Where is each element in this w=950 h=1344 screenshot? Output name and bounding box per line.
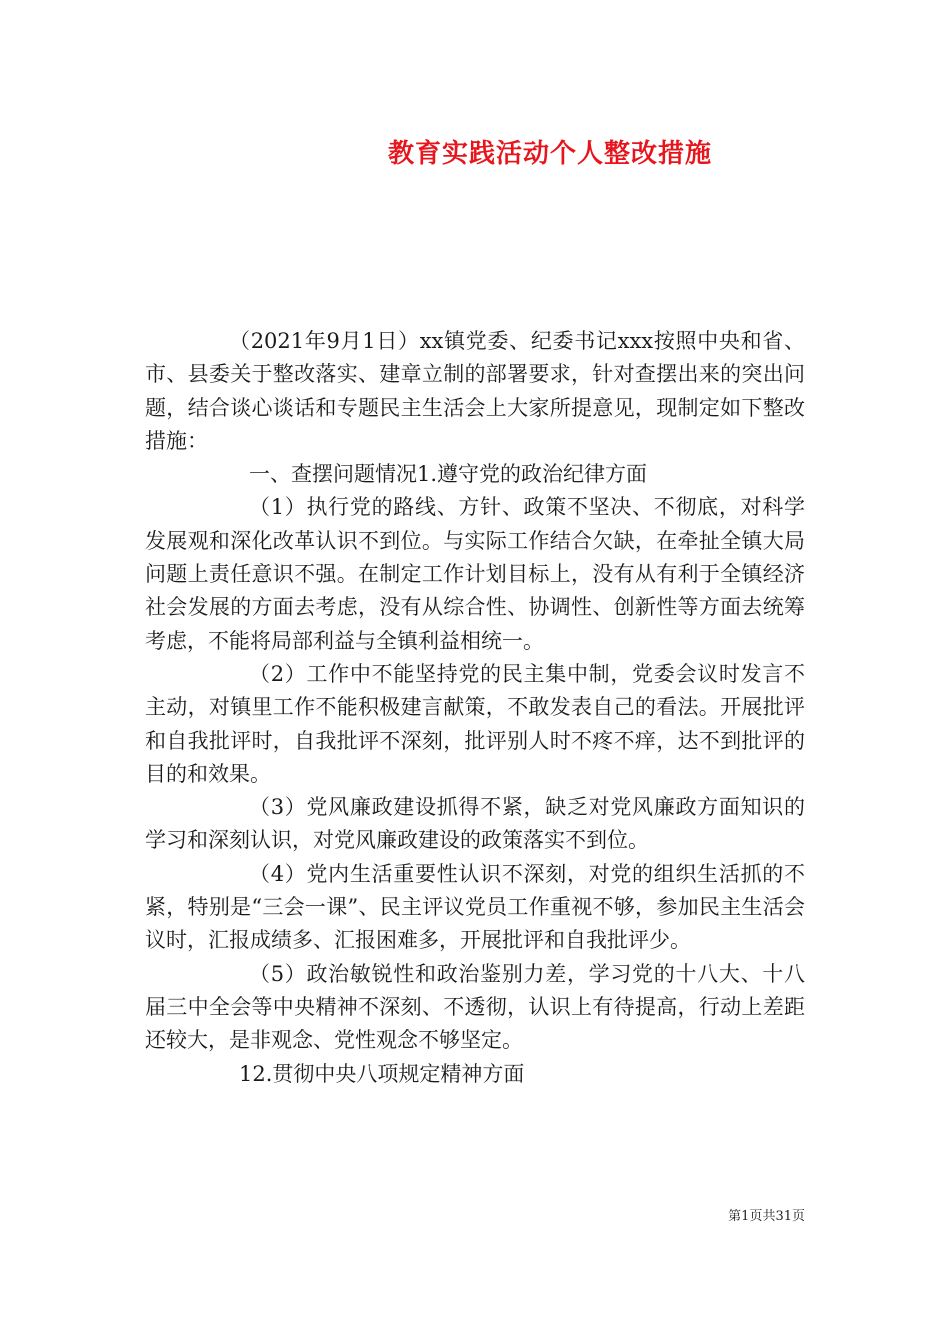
paragraph-item-5: （5）政治敏锐性和政治鉴别力差，学习党的十八大、十八届三中全会等中央精神不深刻、不透彻，认识上有待提高，行动上差距还较大，是非观念、党性观念不够坚定。: [145, 961, 805, 1053]
paragraph-item-4: （4）党内生活重要性认识不深刻，对党的组织生活抓的不紧，特别是“三会一课”、民主评议党员工作重视不够，参加民主生活会议时，汇报成绩多、汇报困难多，开展批评和自我批评少。: [145, 861, 805, 953]
subsection-heading: 12.贯彻中央八项规定精神方面: [239, 1061, 525, 1086]
paragraph-item-1: （1）执行党的路线、方针、政策不坚决、不彻底，对科学发展观和深化改革认识不到位。与实际工作结合欠缺，在牵扯全镇大局问题上责任意识不强。在制定工作计划目标上，没有从有利于全镇经济社会发展的方面去考虑，没有从综合性、协调性、创新性等方面去统筹考虑，不能将局部利益与全镇利益相统一。: [145, 495, 805, 653]
page-footer: 第1页共31页: [728, 1209, 805, 1224]
paragraph-intro: （2021年9月1日）xx镇党委、纪委书记xxx按照中央和省、市、县委关于整改落实、建章立制的部署要求，针对查摆出来的突出问题，结合谈心谈话和专题民主生活会上大家所提意见，现制定如下整改措施：: [145, 329, 805, 453]
section-heading: 一、查摆问题情况1.遵守党的政治纪律方面: [249, 462, 648, 487]
paragraph-item-3: （3）党风廉政建设抓得不紧，缺乏对党风廉政方面知识的学习和深刻认识，对党风廉政建设的政策落实不到位。: [145, 795, 805, 853]
document-title: 教育实践活动个人整改措施: [387, 139, 712, 169]
document-body: [145, 325, 805, 1091]
paragraph-item-2: （2）工作中不能坚持党的民主集中制，党委会议时发言不主动，对镇里工作不能积极建言献策，不敢发表自己的看法。开展批评和自我批评时，自我批评不深刻，批评别人时不疼不痒，达不到批评的目的和效果。: [145, 661, 805, 786]
